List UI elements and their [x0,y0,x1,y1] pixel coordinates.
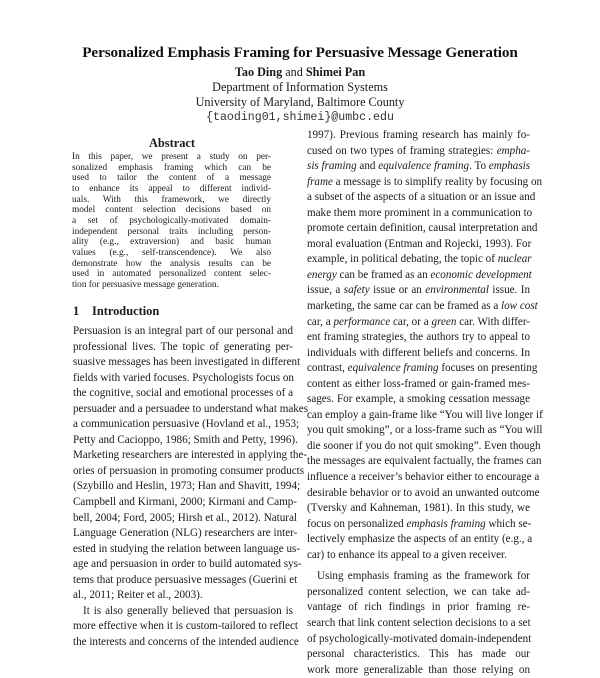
text-line: marketing, the same car can be framed as a low cost [307,300,538,313]
italic-term: emphasis framing [406,517,486,530]
text-line: the messages are equivalent factually, the frames can [307,455,542,468]
abstract-heading: Abstract [148,136,196,150]
text-line: a set of psychologically-motivated domain- [72,215,271,226]
text-line: ality (e.g., extraversion) and basic human [72,237,271,248]
italic-term: performance [333,315,391,328]
text-line: more effective when it is custom-tailored to reflect [73,620,298,633]
text-line: independent personal traits including person- [72,226,271,237]
text-line: tion for persuasive message generation. [72,279,219,290]
text-line: work more generalizable than those relying on [307,663,530,676]
italic-term: equivalence framing [378,160,470,173]
italic-term: economic development [430,268,532,281]
text-line: persuader and a persuadee to understand what makes [73,402,309,415]
text-line: personal characteristics. This has made our [307,648,530,661]
italic-term: energy [307,268,337,281]
right-column-body [307,128,543,678]
text-line: 1997). Previous framing research has mainly fo- [307,129,530,141]
author-names [0,65,600,80]
text-line: Using emphasis framing as the framework for [317,570,530,583]
text-line: fields with varied focuses. Psychologists focus on [73,371,294,384]
text-line: can employ a gain-frame like “You will live longer if [307,408,543,421]
author-2: Shimei Pan [305,65,366,79]
text-line: Language Generation (NLG) researchers are inter- [73,527,298,540]
paper-title: Personalized Emphasis Framing for Persuasive Message Generation [82,44,518,61]
text-line: Marketing researchers are interested in applying the- [73,449,308,462]
text-line: ories of persuasion in promoting consumer products [73,464,305,477]
text-line: example, in political debating, the topic of nuclear [307,253,532,266]
text-line: ent framing strategies, the authors try to appeal to [307,331,530,344]
text-line: a communication persuasive (Hovland et al., 1953; [73,418,300,431]
text-line: Persuasion is an integral part of our personal and [73,325,293,337]
text-line: of psychologically-motivated domain-independent [307,632,532,645]
abstract-body [72,152,271,291]
text-line: uals. With this framework, we directly [72,194,271,205]
text-line: content as either loss-framed or gain-framed mes- [307,377,530,390]
author-university: University of Maryland, Baltimore County [195,95,405,109]
text-line: ested in studying the relation between language us- [73,542,301,555]
italic-term: empha- [496,144,530,157]
text-line: Campbell and Kirmani, 2000; Kirmani and Camp- [73,496,297,509]
author-email: {taoding01,shimei}@umbc.edu [206,111,394,124]
text-line: promote certain definition, causal interpretation and [307,222,538,235]
text-line: tems that produce persuasive messages (Guerini et [73,573,298,586]
text-line: professional lives. The topic of generating per- [73,340,293,353]
text-line: car) to enhance its appeal to a given receiver. [307,548,507,561]
text-line: In this paper, we present a study on per- [72,152,271,162]
italic-term: environmental [425,284,489,297]
text-line: energy can be framed as an economic development [307,268,532,281]
text-line: frame a message is to simplify reality by focusing on [307,175,543,188]
italic-term: sis framing [307,160,357,173]
italic-term: low cost [501,300,538,313]
text-line: to enhance its appeal to different individ- [72,183,271,194]
text-line: a subset of the aspects of a situation or an issue and [307,191,536,204]
section-heading-introduction [73,304,159,319]
text-line: desirable behavior or to avoid an unwanted outcome [307,486,540,499]
text-line: the interests and concerns of the intended audience [73,635,299,648]
section-title: Introduction [92,304,160,318]
text-line: al., 2011; Reiter et al., 2003). [73,589,203,602]
text-line: influence a receiver’s behavior either to encourage a [307,471,540,484]
italic-term: green [431,315,457,328]
text-line: the cognitive, social and emotional processes of a [73,387,293,400]
section-number: 1 [73,304,80,318]
text-line: contrast, equivalence framing focuses on presenting [307,362,538,375]
text-line: used to tailor the content of a message [72,173,271,184]
text-line: sages. For example, a smoking cessation message [307,393,530,406]
text-line: sonalized emphasis framing which can be [72,162,271,173]
text-line: (Tversky and Kahneman, 1981). In this study, we [307,502,530,515]
italic-term: equivalence framing [347,362,439,375]
text-line: values (e.g., self-transcendence). We also [72,247,271,258]
text-line: you quit smoking”, or a loss-frame such as “You will [307,424,543,437]
text-line: model content selection decisions based on [72,205,271,216]
author-1: Tao Ding [234,65,283,79]
text-line: vantage of rich findings in prior framing re- [307,601,530,614]
italic-term: frame [307,175,333,188]
italic-term: emphasis [488,160,531,173]
author-department: Department of Information Systems [212,80,388,94]
text-line: suasive messages has been investigated in different [73,356,301,369]
italic-term: nuclear [497,253,532,266]
text-line: It is also generally believed that persuasion is [83,604,293,617]
text-line: age and persuasion in order to build automated sys- [73,558,302,571]
text-line: search that link content selection decisions to a set [307,616,531,629]
text-line: individuals with different beliefs and concerns. In [307,346,530,359]
text-line: (Szybillo and Heslin, 1973; Han and Shavitt, 1994; [73,480,301,493]
text-line: lectively emphasize the aspects of an entity (e.g., a [307,533,533,546]
text-line: sis framing and equivalence framing. To emphasis [307,160,531,173]
author-block [0,65,600,125]
text-line: Petty and Cacioppo, 1986; Smith and Petty, 1996). [73,433,298,446]
text-line: car, a performance car, or a green car. With differ- [307,315,531,328]
text-line: focus on personalized emphasis framing which se- [307,517,532,530]
text-line: issue, a safety issue or an environmental issue. In [307,284,530,297]
text-line: demonstrate how the analysis results can be [72,258,271,269]
text-line: die sooner if you do not quit smoking”. Even though [307,439,541,452]
italic-term: safety [343,284,370,297]
text-line: moral evaluation (Entman and Rojecki, 1993). For [307,237,532,250]
left-column-body [73,324,309,650]
text-line: make them more prominent in a communication to [307,206,533,219]
text-line: cused on two types of framing strategies: empha- [307,144,530,157]
author-conjunction: and [285,65,303,79]
text-line: personalized content selection, we can take ad- [307,585,530,598]
text-line: used in automated personalized content selec- [72,269,271,280]
text-line: bell, 2004; Ford, 2005; Hirsh et al., 2012). Natural [73,511,297,524]
